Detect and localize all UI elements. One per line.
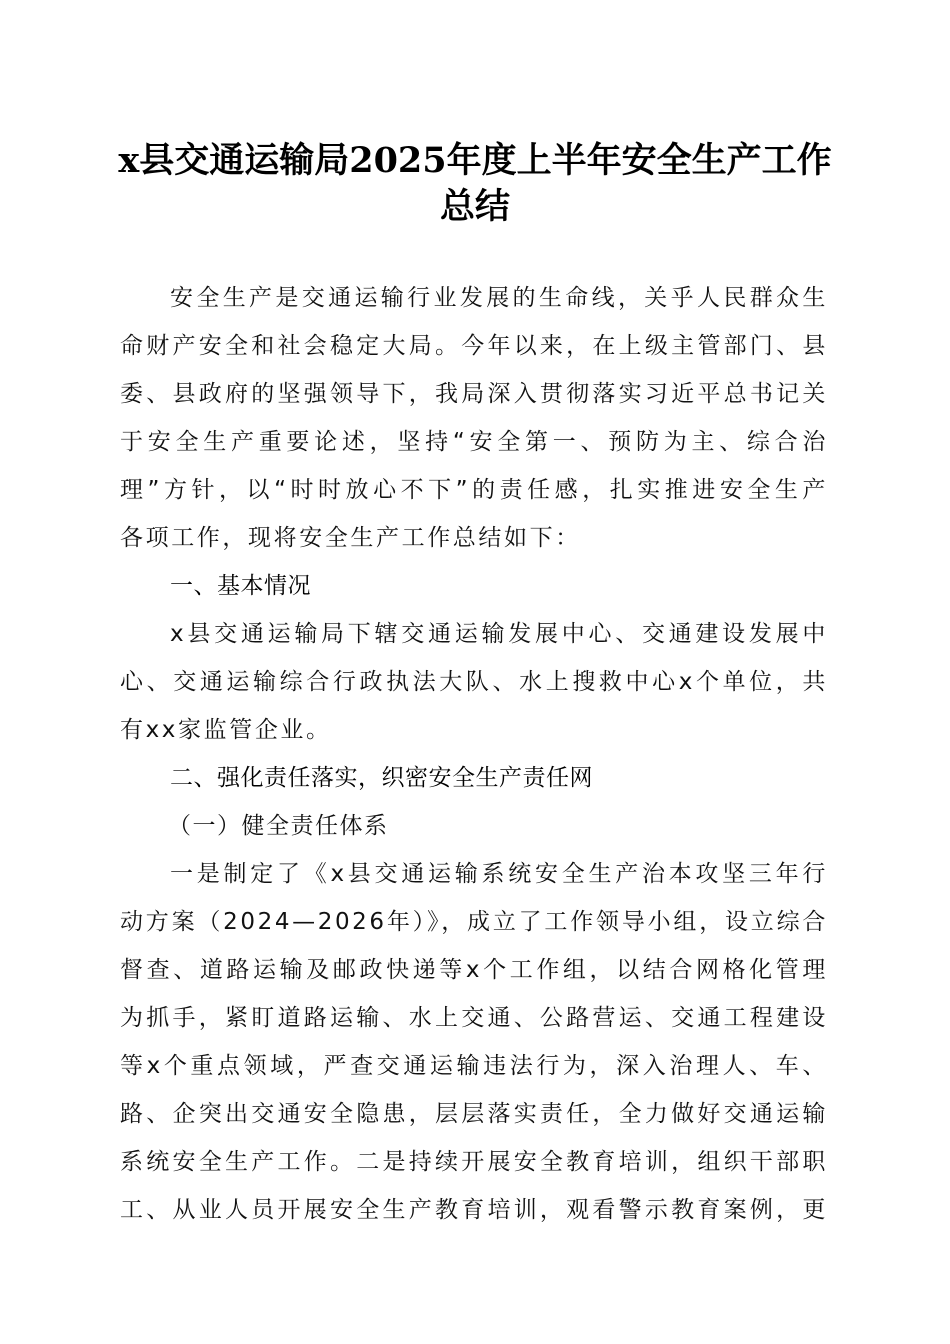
- intro-line: 命财产安全和社会稳定大局。今年以来，在上级主管部门、县: [120, 333, 828, 359]
- title-line-1: x县交通运输局2025年度上半年安全生产工作: [118, 140, 832, 181]
- section2-line: 督查、道路运输及邮政快递等x个工作组，以结合网格化管理: [120, 957, 828, 983]
- intro-line: 各项工作，现将安全生产工作总结如下：: [120, 525, 581, 551]
- document-body: [120, 274, 828, 1234]
- section2-line: 为抓手，紧盯道路运输、水上交通、公路营运、交通工程建设: [120, 1005, 828, 1031]
- subsection-heading: （一）健全责任体系: [168, 813, 389, 839]
- document-title: [100, 138, 850, 230]
- intro-line: 委、县政府的坚强领导下，我局深入贯彻落实习近平总书记关: [120, 381, 828, 407]
- section2-line: 系统安全生产工作。二是持续开展安全教育培训，组织干部职: [120, 1149, 828, 1175]
- section1-line: 有xx家监管企业。: [120, 717, 332, 743]
- section-heading-responsibility: 二、强化责任落实，织密安全生产责任网: [170, 765, 593, 791]
- section2-line: 一是制定了《x县交通运输系统安全生产治本攻坚三年行: [170, 861, 828, 887]
- section1-line: 心、交通运输综合行政执法大队、水上搜救中心x个单位，共: [120, 669, 828, 695]
- section2-line: 等x个重点领域，严查交通运输违法行为，深入治理人、车、: [120, 1053, 828, 1079]
- section2-line: 动方案（2024—2026年）》，成立了工作领导小组，设立综合: [120, 909, 828, 935]
- intro-line: 安全生产是交通运输行业发展的生命线，关乎人民群众生: [170, 285, 828, 311]
- intro-line: 理”方针，以“时时放心不下”的责任感，扎实推进安全生产: [120, 477, 828, 503]
- section2-line: 路、企突出交通安全隐患，层层落实责任，全力做好交通运输: [120, 1101, 828, 1127]
- section1-line: x县交通运输局下辖交通运输发展中心、交通建设发展中: [170, 621, 828, 647]
- title-line-2: 总结: [439, 186, 510, 227]
- intro-line: 于安全生产重要论述，坚持“安全第一、预防为主、综合治: [120, 429, 828, 455]
- section2-line: 工、从业人员开展安全生产教育培训，观看警示教育案例，更: [120, 1197, 828, 1223]
- section-heading-basic-situation: 一、基本情况: [170, 573, 311, 599]
